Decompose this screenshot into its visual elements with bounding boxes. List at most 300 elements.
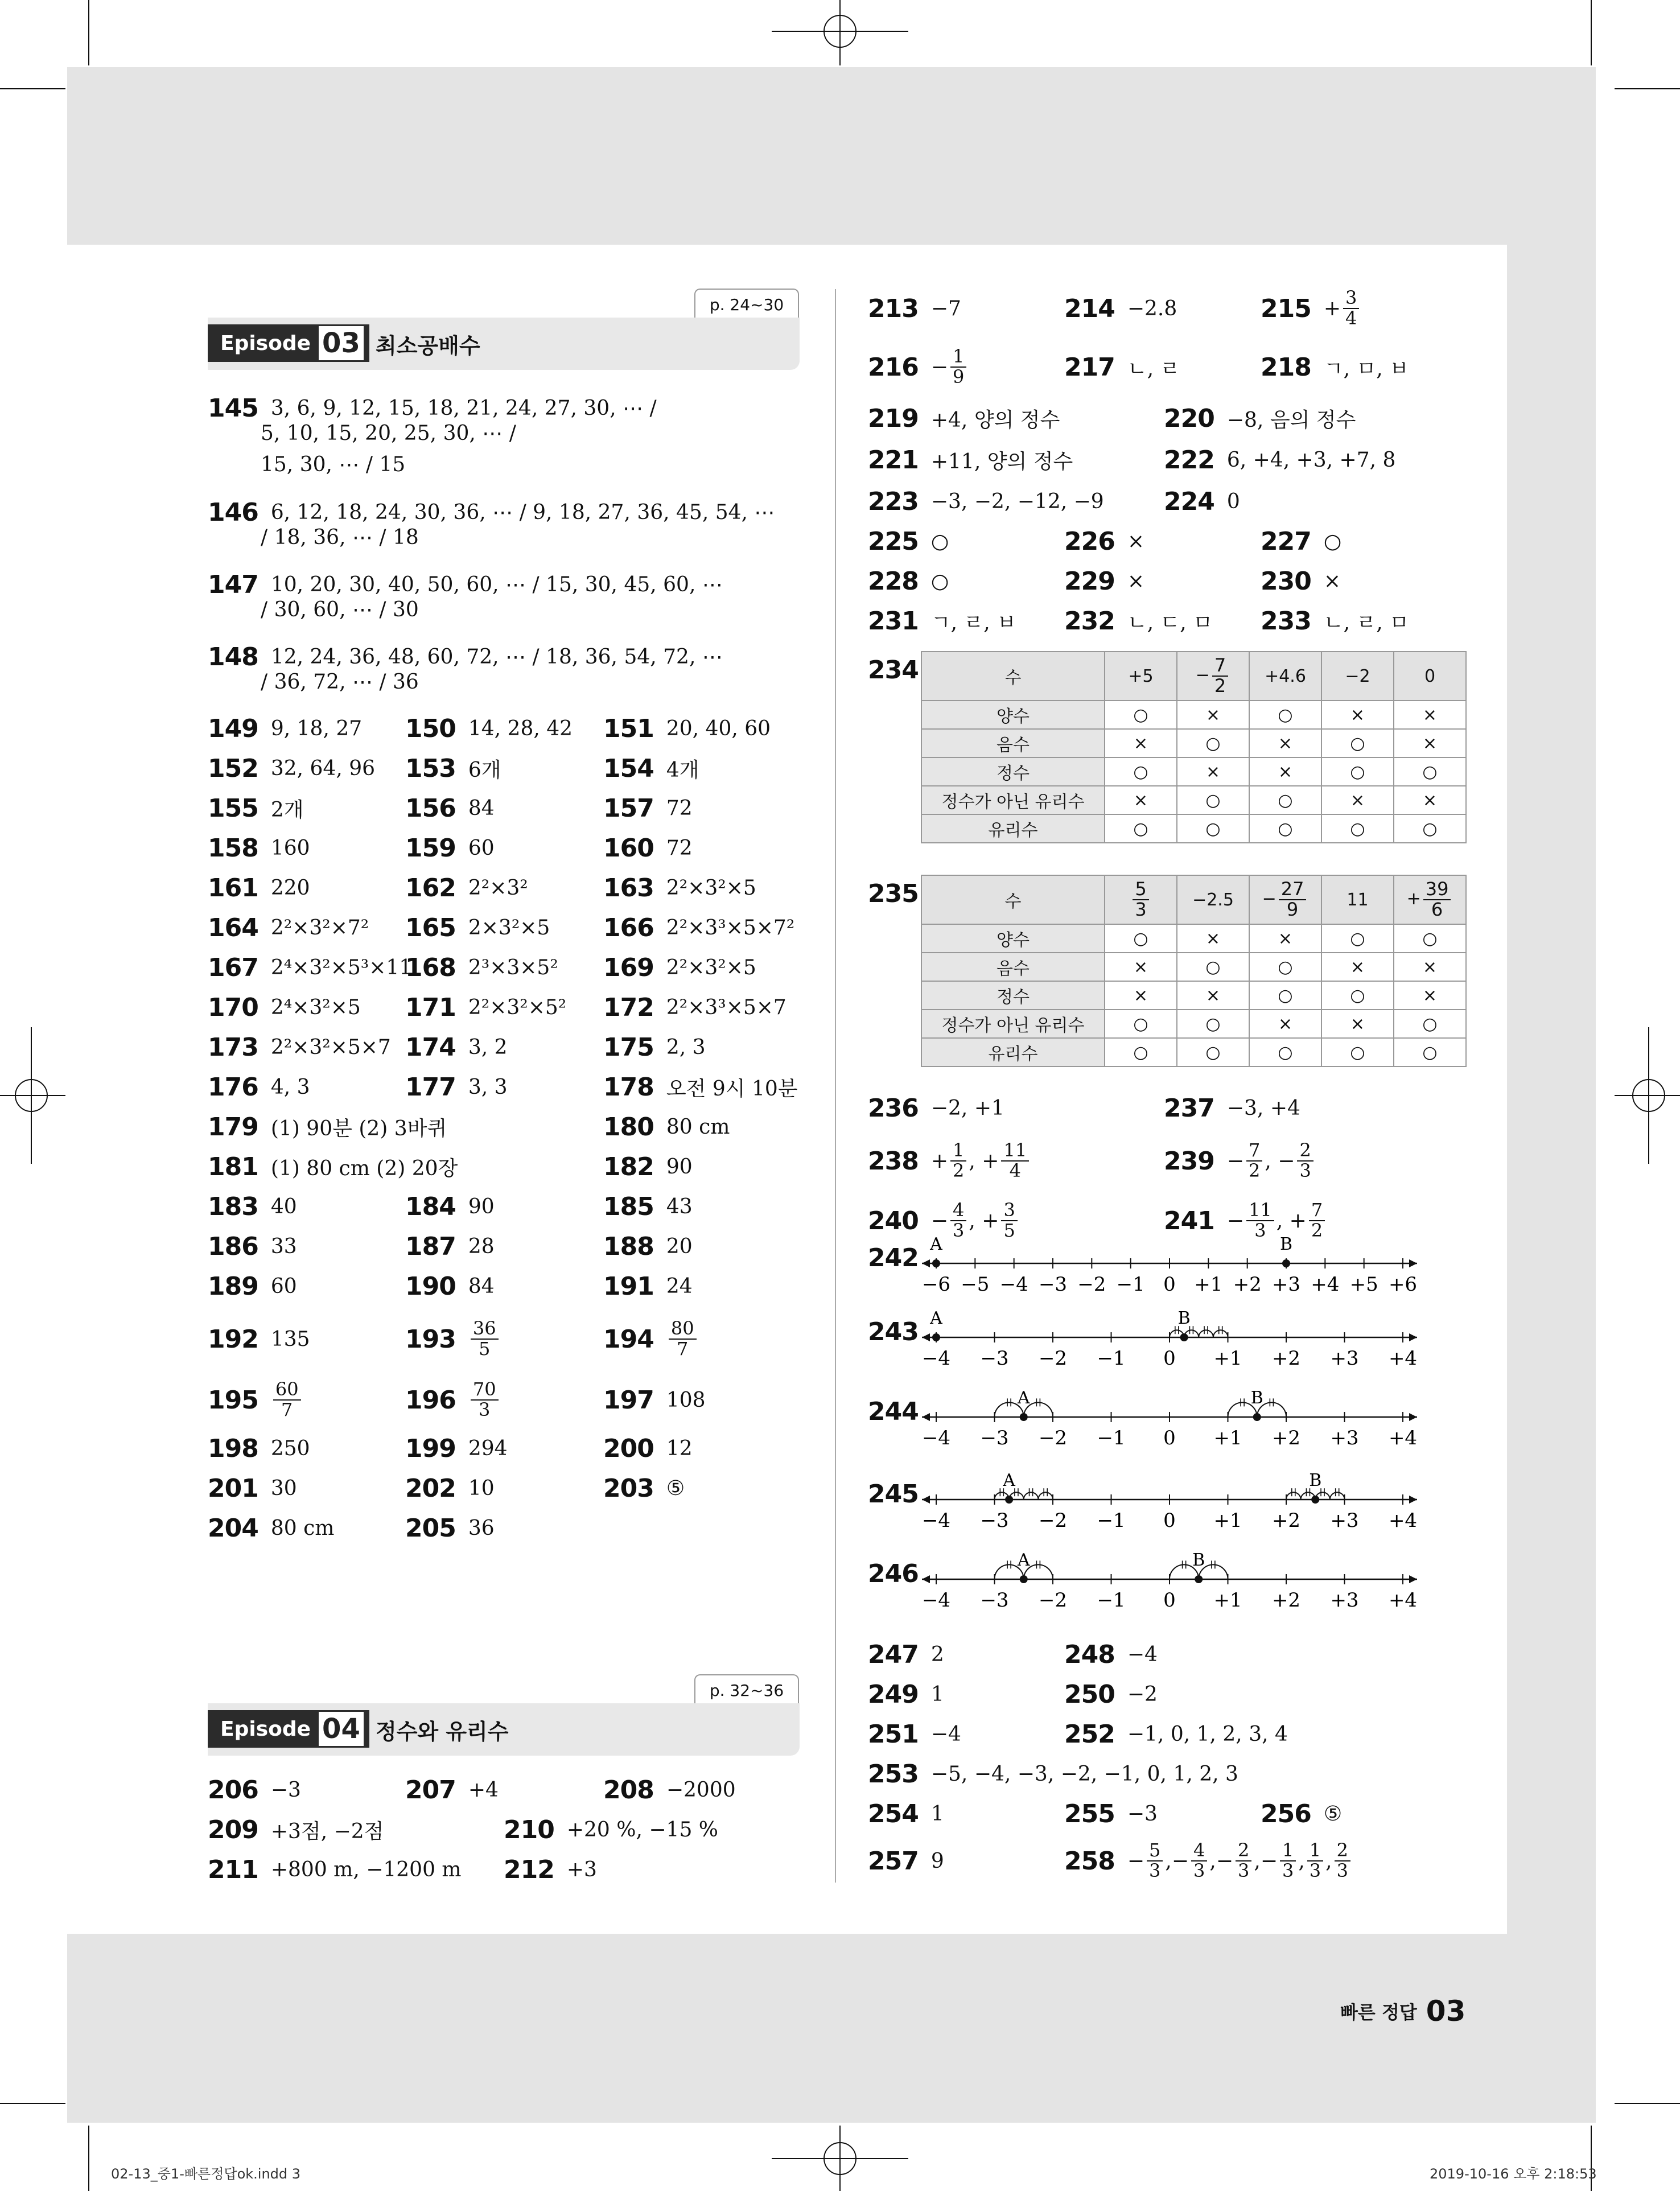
- table-cell: ○: [1249, 981, 1321, 1010]
- table-cell: ○: [1105, 701, 1177, 729]
- answer-number: 216: [868, 352, 919, 382]
- answer-item: [868, 1794, 944, 1834]
- answer-value: 1: [930, 1802, 944, 1826]
- answer-value: ×: [1127, 529, 1145, 553]
- point-label: A: [1017, 1388, 1030, 1408]
- answer-number: 226: [1064, 526, 1115, 556]
- separator: ,: [1165, 1849, 1172, 1873]
- answer-value: ×: [1323, 569, 1341, 593]
- sign: +: [930, 1149, 949, 1173]
- answer-item: [405, 1266, 495, 1306]
- table-cell: ○: [1177, 814, 1249, 843]
- answer-item: [603, 1319, 699, 1359]
- denominator: 3: [479, 1399, 491, 1420]
- answer-number: 254: [868, 1799, 919, 1828]
- tick-label: 0: [1163, 1509, 1176, 1532]
- table-cell: ○: [1394, 1038, 1466, 1066]
- tick-label: −3: [980, 1347, 1009, 1370]
- numerator: 60: [273, 1380, 301, 1401]
- answer-value: 6, +4, +3, +7, 8: [1226, 448, 1396, 472]
- answer-number: 245: [868, 1479, 919, 1509]
- answer-item: [504, 1810, 718, 1850]
- answer-number: 214: [1064, 294, 1115, 323]
- table-cell: ○: [1321, 924, 1394, 953]
- table-header-cell: −2: [1321, 652, 1394, 701]
- answer-item: [208, 1067, 310, 1107]
- fraction: [1147, 1841, 1163, 1880]
- answer-number: 234: [868, 655, 919, 685]
- answer-value: 2²×3²: [468, 876, 528, 900]
- answer-number: 221: [868, 445, 919, 475]
- answer-value: 2⁴×3²×5: [270, 995, 361, 1019]
- answer-value: 32, 64, 96: [270, 756, 376, 780]
- number-line-242: [919, 1215, 1420, 1300]
- tick-label: −4: [999, 1273, 1028, 1296]
- fraction: [273, 1380, 301, 1419]
- answer-number: 212: [504, 1855, 554, 1884]
- answer-number: 200: [603, 1434, 654, 1463]
- answer-number: 186: [208, 1232, 258, 1261]
- tick-label: −2: [1038, 1427, 1068, 1449]
- answer-value: 160: [270, 836, 310, 860]
- table-row: [921, 757, 1466, 786]
- answer-number: 147: [208, 570, 258, 599]
- answer-value: +11, 양의 정수: [930, 450, 1073, 473]
- denominator: 9: [953, 366, 965, 388]
- table-header-label: 수: [921, 875, 1105, 924]
- answer-value: +20 %, −15 %: [566, 1818, 718, 1842]
- answer-value: 40: [270, 1195, 297, 1218]
- answer-number: 170: [208, 992, 258, 1022]
- answer-value: 80 cm: [666, 1115, 730, 1139]
- episode-header-04: [208, 1703, 800, 1756]
- sign: −: [1195, 665, 1210, 686]
- denominator: 2: [1214, 675, 1226, 697]
- table-cell: ×: [1249, 924, 1321, 953]
- answer-item: [868, 1634, 944, 1674]
- table-cell: ○: [1249, 1038, 1321, 1066]
- print-timestamp: 2019-10-16 오후 2:18:53: [1430, 2166, 1597, 2182]
- answer-number: 184: [405, 1192, 456, 1221]
- answer-number: 215: [1261, 294, 1311, 323]
- answer-value: 2²×3³×5×7²: [666, 916, 795, 940]
- answer-item: [405, 788, 495, 828]
- denominator: 3: [953, 1220, 965, 1241]
- registration-mark-left: [0, 1027, 65, 1164]
- answer-continuation: / 30, 60, ⋯ / 30: [261, 598, 419, 621]
- answer-item: [868, 347, 969, 387]
- answer-value: −7: [930, 296, 961, 320]
- registration-mark-top: [772, 0, 908, 65]
- point-a: [932, 1259, 940, 1267]
- answer-value: 2: [930, 1642, 944, 1666]
- answer-number: 236: [868, 1093, 919, 1123]
- answer-item: [208, 709, 362, 748]
- point-b: [1253, 1413, 1261, 1421]
- table-header-cell: [1177, 652, 1249, 701]
- table-header-row: [921, 875, 1466, 924]
- answer-value: ○: [1323, 529, 1342, 553]
- answer-value: 84: [468, 1274, 495, 1298]
- denominator: 4: [1345, 307, 1357, 329]
- answer-item: [1261, 561, 1341, 601]
- tick-label: +2: [1271, 1427, 1301, 1449]
- fraction: [669, 1319, 697, 1358]
- answer-value: 72: [666, 796, 693, 820]
- fraction: [1236, 1841, 1251, 1880]
- sign: +: [1406, 889, 1421, 909]
- answer-value: ○: [930, 569, 949, 593]
- answer-number: 164: [208, 913, 258, 942]
- fraction: [1133, 880, 1148, 919]
- tick-label: +2: [1271, 1347, 1301, 1370]
- fraction: [950, 1141, 966, 1180]
- answer-number: 166: [603, 913, 654, 942]
- tick-label: −2: [1038, 1347, 1068, 1370]
- table-row: [921, 1010, 1466, 1038]
- tick-label: +2: [1233, 1273, 1262, 1296]
- answer-number: 249: [868, 1679, 919, 1709]
- answer-item: [405, 1226, 495, 1266]
- answer-value: 2²×3²×5²: [468, 995, 567, 1019]
- answer-number: 198: [208, 1434, 258, 1463]
- table-header-cell: [1394, 875, 1466, 924]
- answer-item: [504, 1850, 597, 1889]
- table-cell: ×: [1105, 786, 1177, 814]
- table-header-cell: [1249, 875, 1321, 924]
- denominator: 3: [1282, 1860, 1294, 1881]
- answer-number: 153: [405, 753, 456, 783]
- table-cell: ×: [1321, 1010, 1394, 1038]
- tick-label: +4: [1388, 1509, 1418, 1532]
- arrow-left-icon: [922, 1259, 930, 1267]
- point-label: A: [1003, 1471, 1015, 1490]
- episode-tag: [208, 324, 369, 362]
- answer-number: 222: [1164, 445, 1214, 475]
- answer-item: [208, 908, 369, 948]
- answer-value: 20: [666, 1234, 693, 1258]
- answer-value: 3, 2: [468, 1035, 508, 1059]
- denominator: 3: [1254, 1220, 1266, 1241]
- answer-number: 162: [405, 873, 456, 903]
- answer-value: 84: [468, 796, 495, 820]
- tick-label: +3: [1330, 1347, 1359, 1370]
- answer-number: 229: [1064, 566, 1115, 596]
- answer-value: +3점, −2점: [270, 1819, 384, 1843]
- registration-mark-bottom: [772, 2126, 908, 2191]
- answer-value: −3, +4: [1226, 1096, 1300, 1120]
- answer-number: 231: [868, 606, 919, 636]
- answer-number: 213: [868, 294, 919, 323]
- sign: −: [1260, 1849, 1278, 1873]
- answer-item: [1064, 601, 1213, 641]
- tick-label: −4: [921, 1509, 951, 1532]
- tick-label: −1: [1116, 1273, 1145, 1296]
- table-cell: ×: [1394, 786, 1466, 814]
- table-row: [921, 814, 1466, 843]
- footer-label: 빠른 정답: [1340, 2001, 1417, 2023]
- separator: ,: [1325, 1849, 1332, 1873]
- tick-label: −1: [1097, 1509, 1126, 1532]
- point-label: A: [1017, 1550, 1030, 1570]
- answer-item: [405, 828, 495, 868]
- answer-number: 201: [208, 1473, 258, 1503]
- answer-number: 253: [868, 1759, 919, 1789]
- answer-value: ㄴ, ㄹ: [1127, 357, 1180, 381]
- table-cell: ○: [1321, 1038, 1394, 1066]
- answer-item: [868, 561, 949, 601]
- table-row: [921, 1038, 1466, 1066]
- answer-number: 210: [504, 1815, 554, 1844]
- table-cell: ×: [1394, 701, 1466, 729]
- crop-mark: [0, 2103, 65, 2104]
- numerator: 7: [1212, 656, 1228, 677]
- denominator: 2: [953, 1160, 965, 1181]
- tick-label: +6: [1388, 1273, 1418, 1296]
- page-background-top: [67, 67, 1510, 245]
- answer-item: [603, 1187, 693, 1226]
- answer-item: [405, 1319, 501, 1359]
- table-cell: ×: [1321, 701, 1394, 729]
- answer-value: 2, 3: [666, 1035, 706, 1059]
- numerator: 4: [950, 1201, 966, 1221]
- answer-item: [208, 987, 361, 1027]
- sign: −: [1171, 1849, 1189, 1873]
- answer-value: 14, 28, 42: [468, 716, 573, 740]
- answer-number: 242: [868, 1243, 919, 1272]
- answer-value: 2개: [270, 798, 304, 822]
- table-cell: ×: [1249, 757, 1321, 786]
- answer-number: 224: [1164, 487, 1214, 516]
- point-b: [1311, 1496, 1319, 1504]
- table-cell: ○: [1177, 1038, 1249, 1066]
- answer-item: [1261, 521, 1341, 561]
- answer-value: 294: [468, 1436, 508, 1460]
- answer-item: [868, 521, 949, 561]
- tick-label: +1: [1213, 1589, 1242, 1612]
- answer-number: 239: [1164, 1146, 1214, 1176]
- answer-number: 255: [1064, 1799, 1115, 1828]
- answer-item: [405, 1468, 495, 1508]
- answer-item: [208, 748, 375, 788]
- answer-number: 158: [208, 833, 258, 863]
- denominator: 5: [479, 1338, 491, 1360]
- answer-item: [1164, 398, 1356, 438]
- answer-number: 199: [405, 1434, 456, 1463]
- answer-number: 248: [1064, 1640, 1115, 1669]
- answer-number: 256: [1261, 1799, 1311, 1828]
- tick-label: −3: [1038, 1273, 1068, 1296]
- answer-continuation: 15, 30, ⋯ / 15: [261, 453, 406, 476]
- answer-item: [868, 1841, 944, 1881]
- answer-number: 146: [208, 497, 258, 527]
- tick-label: −3: [980, 1509, 1009, 1532]
- answer-item: [405, 1027, 508, 1067]
- point-a: [932, 1333, 940, 1341]
- answer-value: 2²×3³×5×7: [666, 995, 787, 1019]
- answer-value: 6개: [468, 758, 501, 782]
- table-cell: ○: [1249, 814, 1321, 843]
- numerator: 7: [1246, 1141, 1262, 1162]
- classification-table: [921, 875, 1467, 1067]
- answer-item: [1261, 347, 1409, 387]
- answer-value: ×: [1127, 569, 1145, 593]
- table-cell: ○: [1105, 814, 1177, 843]
- answer-item: [603, 987, 787, 1027]
- page-footer: [1340, 1995, 1465, 2028]
- point-a: [1020, 1575, 1028, 1583]
- answer-number: 151: [603, 714, 654, 743]
- tick-label: +1: [1213, 1347, 1242, 1370]
- answer-item: [603, 1147, 693, 1187]
- crop-mark: [0, 88, 65, 89]
- tick-label: +2: [1271, 1589, 1301, 1612]
- tick-label: +3: [1271, 1273, 1301, 1296]
- fraction: [950, 347, 966, 386]
- answer-number: 152: [208, 753, 258, 783]
- answer-value: 33: [270, 1234, 297, 1258]
- point-a: [1020, 1413, 1028, 1421]
- separator-sign: , −: [1265, 1149, 1295, 1173]
- answer-number: 156: [405, 793, 456, 823]
- table-cell: ○: [1249, 701, 1321, 729]
- answer-item: [868, 481, 1104, 521]
- fraction: [1280, 1841, 1296, 1880]
- table-row-label: 유리수: [921, 814, 1105, 843]
- arrow-left-icon: [922, 1413, 930, 1421]
- table-cell: ×: [1249, 1010, 1321, 1038]
- denominator: 7: [281, 1399, 293, 1420]
- point-b: [1195, 1575, 1203, 1583]
- answer-value: 30: [270, 1476, 297, 1500]
- answer-value: 9, 18, 27: [270, 716, 363, 740]
- answer-number: 223: [868, 487, 919, 516]
- denominator: 5: [1003, 1220, 1015, 1241]
- answer-number: 230: [1261, 566, 1311, 596]
- answer-item: [603, 1266, 693, 1306]
- answer-item: [603, 908, 794, 948]
- answer-item: [603, 868, 756, 908]
- crop-mark: [88, 0, 89, 65]
- answer-item: [208, 1850, 462, 1889]
- answer-item: [603, 828, 693, 868]
- answer-number: 181: [208, 1152, 258, 1181]
- tick-label: −4: [921, 1589, 951, 1612]
- answer-item: [868, 440, 1073, 480]
- table-row: [921, 981, 1466, 1010]
- answer-item: [603, 1027, 706, 1067]
- table-cell: ○: [1105, 1010, 1177, 1038]
- answer-number: 220: [1164, 403, 1214, 433]
- answer-number: 188: [603, 1232, 654, 1261]
- answer-number: 208: [603, 1775, 654, 1805]
- answer-item: [405, 1067, 508, 1107]
- answer-value: −3: [270, 1778, 301, 1802]
- answer-number: 175: [603, 1032, 654, 1062]
- answer-item: [208, 868, 310, 908]
- tick-label: −3: [980, 1427, 1009, 1449]
- answer-item: [1064, 347, 1180, 387]
- answer-number: 258: [1064, 1846, 1115, 1876]
- numerator: 3: [1343, 289, 1359, 309]
- numerator: 1: [1307, 1841, 1323, 1861]
- answer-item: [405, 868, 528, 908]
- table-row: [921, 924, 1466, 953]
- answer-item: [1164, 440, 1395, 480]
- table-cell: ○: [1394, 757, 1466, 786]
- episode-number: 03: [319, 326, 364, 360]
- classification-table: [921, 651, 1467, 843]
- table-cell: ×: [1321, 786, 1394, 814]
- answer-item: [208, 1428, 310, 1468]
- fraction: [1335, 1841, 1350, 1880]
- answer-value: 10, 20, 30, 40, 50, 60, ⋯ / 15, 30, 45, 60, ⋯: [270, 573, 723, 596]
- answer-number: 163: [603, 873, 654, 903]
- page-background-right: [1507, 67, 1596, 2123]
- answer-number: 202: [405, 1473, 456, 1503]
- answer-item: [405, 1770, 499, 1810]
- answer-item: [603, 948, 756, 987]
- table-cell: ×: [1177, 924, 1249, 953]
- division-arc: [1024, 1492, 1039, 1500]
- arrow-right-icon: [1409, 1259, 1417, 1267]
- tick-label: +1: [1194, 1273, 1223, 1296]
- fraction: [1246, 1141, 1262, 1180]
- answer-item: [1064, 1674, 1158, 1714]
- answer-value: ○: [930, 529, 949, 553]
- answer-value: 60: [468, 836, 495, 860]
- answer-number: 161: [208, 873, 258, 903]
- answer-item: [208, 1226, 297, 1266]
- table-cell: ×: [1394, 729, 1466, 757]
- table-header-cell: +4.6: [1249, 652, 1321, 701]
- numerator: 80: [669, 1319, 697, 1340]
- numerator: 2: [1236, 1841, 1251, 1861]
- denominator: 3: [1149, 1860, 1161, 1881]
- table-cell: ×: [1177, 981, 1249, 1010]
- sign: −: [930, 1209, 949, 1233]
- answer-number: 243: [868, 1317, 919, 1346]
- answer-value: ⑤: [666, 1476, 685, 1500]
- answer-item: [208, 1770, 301, 1810]
- page-background-bottom: [67, 1934, 1510, 2123]
- answer-item: [603, 709, 771, 748]
- answer-number: 165: [405, 913, 456, 942]
- answer-item: [405, 908, 550, 948]
- arrow-right-icon: [1409, 1333, 1417, 1341]
- division-arc: [1038, 1492, 1053, 1500]
- tick-label: +3: [1330, 1509, 1359, 1532]
- number-line-243: [919, 1289, 1420, 1374]
- tick-label: −4: [921, 1347, 951, 1370]
- table-row: [921, 701, 1466, 729]
- answer-number: 157: [603, 793, 654, 823]
- answer-number: 169: [603, 953, 654, 982]
- answer-item: [208, 1508, 334, 1548]
- answer-number: 174: [405, 1032, 456, 1062]
- answer-number: 219: [868, 403, 919, 433]
- answer-number: 225: [868, 526, 919, 556]
- table-cell: ○: [1177, 729, 1249, 757]
- answer-value: 오전 9시 10분: [666, 1077, 798, 1101]
- table-cell: ×: [1177, 757, 1249, 786]
- answer-number: 155: [208, 793, 258, 823]
- answer-item: [868, 1674, 944, 1714]
- sign: −: [930, 355, 949, 379]
- answer-item: [1064, 289, 1177, 328]
- table-cell: ×: [1177, 701, 1249, 729]
- separator: ,: [1254, 1849, 1261, 1873]
